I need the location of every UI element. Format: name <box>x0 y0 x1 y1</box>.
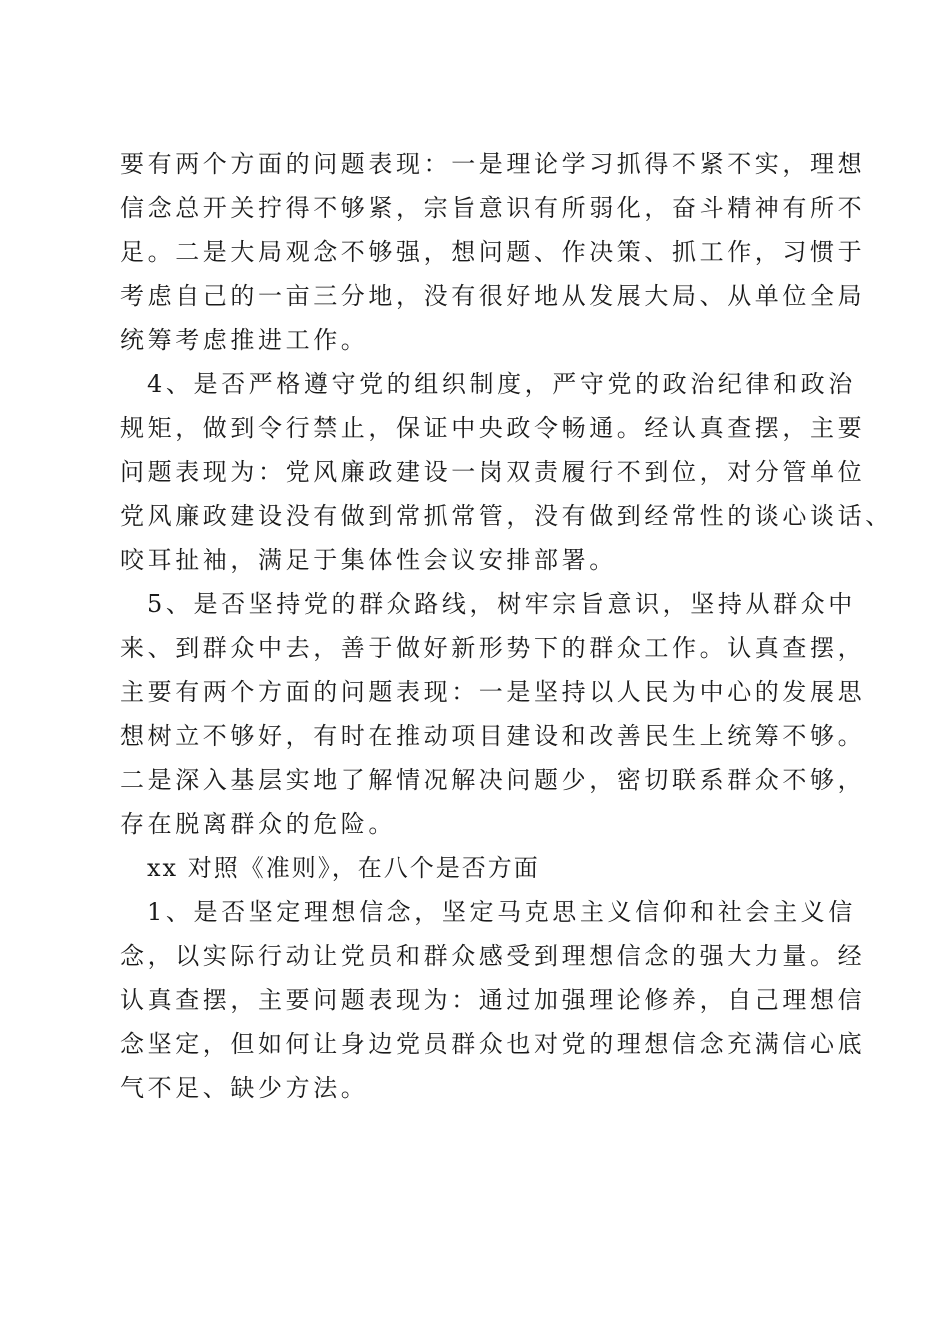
text-line: 规矩，做到令行禁止，保证中央政令畅通。经认真查摆，主要 <box>120 414 866 442</box>
paragraph-1-start: 1、是否坚定理想信念，坚定马克思主义信仰和社会主义信 <box>147 898 856 926</box>
text-line: 念坚定，但如何让身边党员群众也对党的理想信念充满信心底 <box>120 1030 866 1058</box>
text-line: 认真查摆，主要问题表现为：通过加强理论修养，自己理想信 <box>120 986 866 1014</box>
text-line: 念，以实际行动让党员和群众感受到理想信念的强大力量。经 <box>120 942 866 970</box>
text-line: 二是深入基层实地了解情况解决问题少，密切联系群众不够， <box>120 766 866 794</box>
text-line: 存在脱离群众的危险。 <box>120 810 396 838</box>
text-line: 来、到群众中去，善于做好新形势下的群众工作。认真查摆， <box>120 634 866 662</box>
section-heading: xx 对照《准则》，在八个是否方面 <box>147 854 540 882</box>
text-line: 气不足、缺少方法。 <box>120 1074 369 1102</box>
text-line: 考虑自己的一亩三分地，没有很好地从发展大局、从单位全局 <box>120 282 866 310</box>
text-line: 足。二是大局观念不够强，想问题、作决策、抓工作，习惯于 <box>120 238 866 266</box>
text-line: 主要有两个方面的问题表现：一是坚持以人民为中心的发展思 <box>120 678 866 706</box>
paragraph-4-start: 4、是否严格遵守党的组织制度，严守党的政治纪律和政治 <box>147 370 856 398</box>
text-line: 信念总开关拧得不够紧，宗旨意识有所弱化，奋斗精神有所不 <box>120 194 866 222</box>
text-line: 要有两个方面的问题表现：一是理论学习抓得不紧不实，理想 <box>120 150 866 178</box>
paragraph-5-start: 5、是否坚持党的群众路线，树牢宗旨意识，坚持从群众中 <box>147 590 856 618</box>
text-line: 咬耳扯袖，满足于集体性会议安排部署。 <box>120 546 617 574</box>
text-line: 问题表现为：党风廉政建设一岗双责履行不到位，对分管单位 <box>120 458 866 486</box>
text-line: 想树立不够好，有时在推动项目建设和改善民生上统筹不够。 <box>120 722 866 750</box>
text-line: 统筹考虑推进工作。 <box>120 326 369 354</box>
text-line: 党风廉政建设没有做到常抓常管，没有做到经常性的谈心谈话、 <box>120 502 893 530</box>
